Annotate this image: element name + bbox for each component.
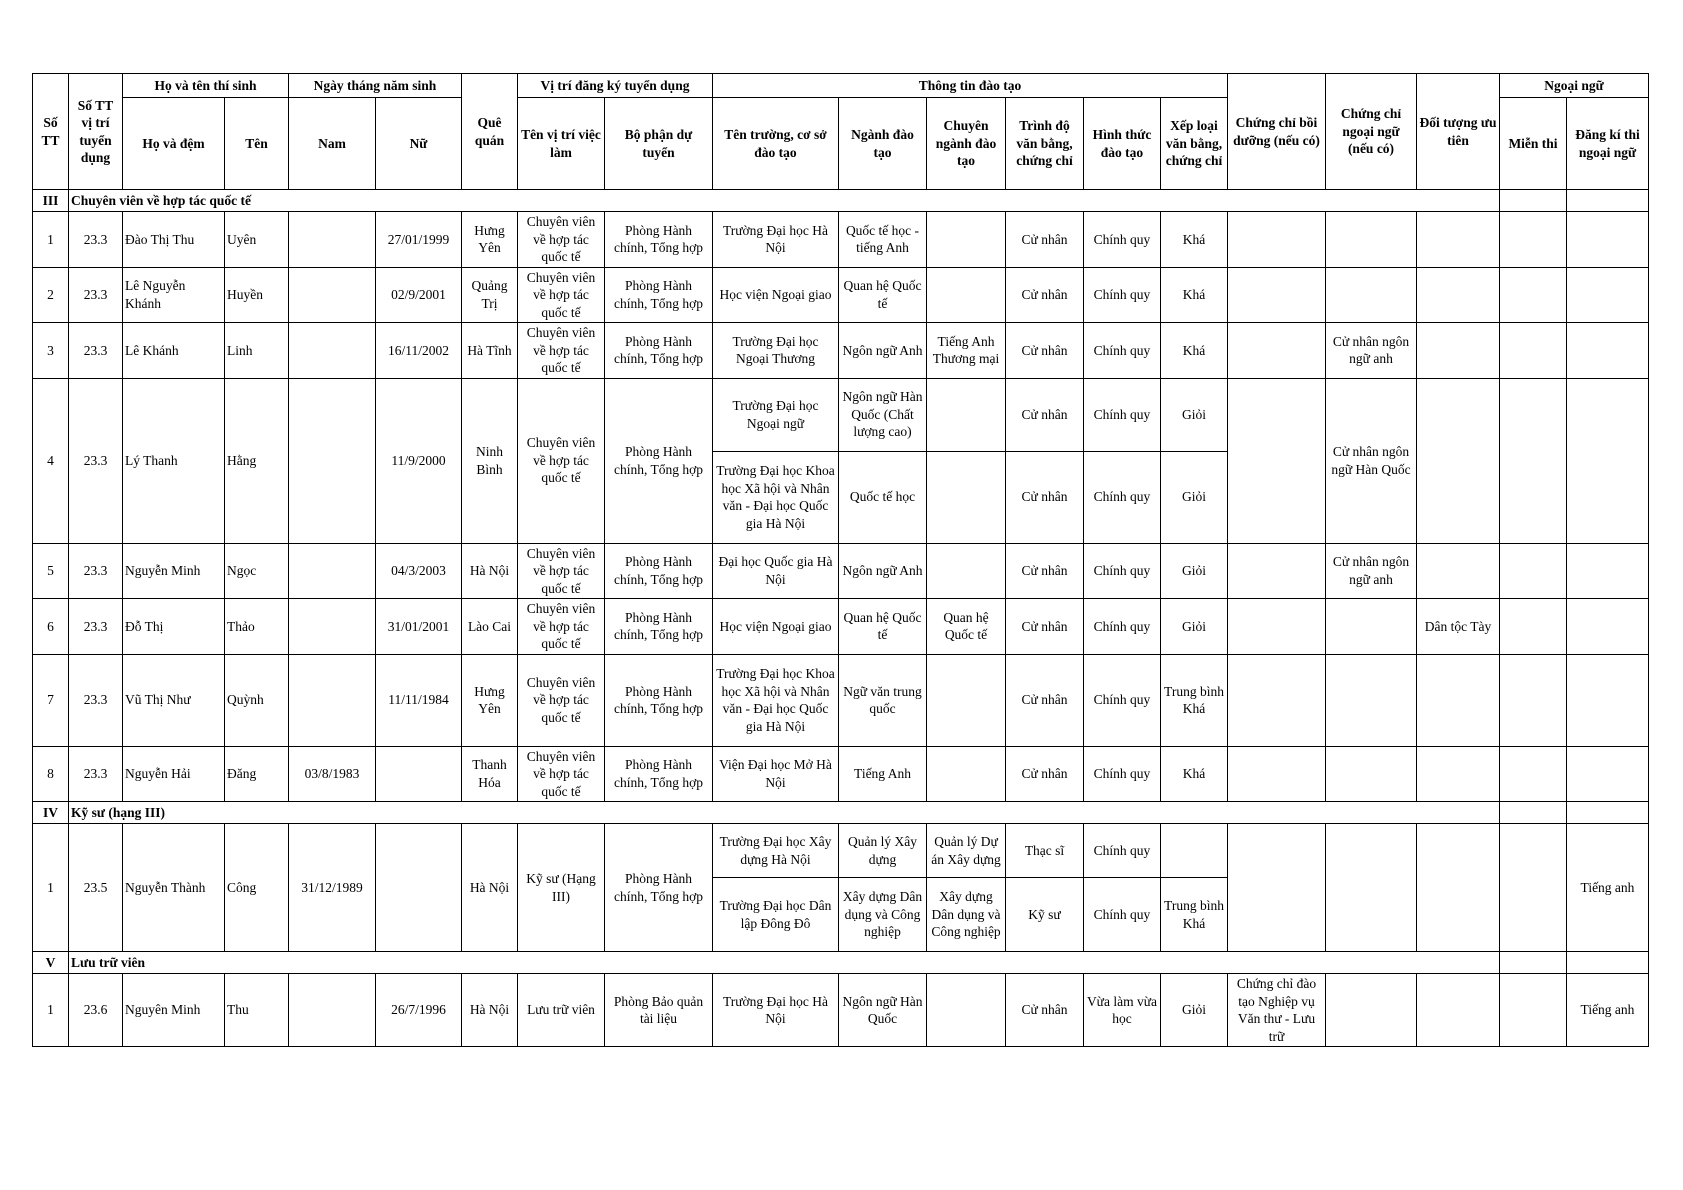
cell-que-quan: Thanh Hóa bbox=[462, 746, 518, 802]
cell-chuyen-nganh bbox=[927, 654, 1006, 746]
cell-ten: Uyên bbox=[225, 212, 289, 268]
cell-chuyen-nganh bbox=[927, 543, 1006, 599]
cell-truong: Đại học Quốc gia Hà Nội bbox=[713, 543, 839, 599]
section-title: Kỹ sư (hạng III) bbox=[69, 802, 1500, 824]
cell-bo-phan: Phòng Hành chính, Tổng hợp bbox=[605, 378, 713, 543]
table-row bbox=[33, 212, 1649, 268]
cell-dang-ki bbox=[1567, 599, 1649, 655]
cell-truong: Trường Đại học Ngoại Thương bbox=[713, 323, 839, 379]
cell-stt: 2 bbox=[33, 267, 69, 323]
cell-cc-boi-duong bbox=[1228, 212, 1326, 268]
cell-cc-boi-duong bbox=[1228, 543, 1326, 599]
cell-vi-tri: Kỹ sư (Hạng III) bbox=[518, 824, 605, 952]
cell-nam bbox=[289, 323, 376, 379]
header-dao-tao-group: Thông tin đào tạo bbox=[713, 74, 1228, 98]
cell-ho-dem: Vũ Thị Như bbox=[123, 654, 225, 746]
cell-ho-dem: Đào Thị Thu bbox=[123, 212, 225, 268]
cell-mien-thi bbox=[1500, 599, 1567, 655]
cell-bo-phan: Phòng Hành chính, Tổng hợp bbox=[605, 212, 713, 268]
cell-dang-ki bbox=[1567, 543, 1649, 599]
header-trinh-do: Trình độ văn bằng, chứng chỉ bbox=[1006, 98, 1084, 190]
cell-ho-dem: Nguyễn Hải bbox=[123, 746, 225, 802]
cell-que-quan: Quảng Trị bbox=[462, 267, 518, 323]
cell-vi-tri-code: 23.3 bbox=[69, 267, 123, 323]
cell-dang-ki bbox=[1567, 323, 1649, 379]
cell-bo-phan: Phòng Hành chính, Tổng hợp bbox=[605, 824, 713, 952]
cell-vi-tri-code: 23.3 bbox=[69, 654, 123, 746]
cell-cc-boi-duong bbox=[1228, 267, 1326, 323]
cell-doi-tuong bbox=[1417, 746, 1500, 802]
cell-chuyen-nganh bbox=[927, 746, 1006, 802]
cell-truong: Trường Đại học Hà Nội bbox=[713, 212, 839, 268]
cell-chuyen-nganh: Quản lý Dự án Xây dựng bbox=[927, 824, 1006, 878]
cell-xep-loai: Giỏi bbox=[1161, 599, 1228, 655]
cell-que-quan: Hà Tĩnh bbox=[462, 323, 518, 379]
cell-cc-ngoai-ngu bbox=[1326, 746, 1417, 802]
header-doi-tuong: Đối tượng ưu tiên bbox=[1417, 74, 1500, 190]
candidate-table bbox=[32, 73, 1649, 1047]
cell-mien-thi bbox=[1500, 543, 1567, 599]
cell-nam bbox=[289, 654, 376, 746]
cell-chuyen-nganh: Xây dựng Dân dụng và Công nghiệp bbox=[927, 878, 1006, 952]
cell-nu: 11/11/1984 bbox=[376, 654, 462, 746]
table-row bbox=[33, 323, 1649, 379]
cell-cc-boi-duong bbox=[1228, 323, 1326, 379]
cell-nu: 16/11/2002 bbox=[376, 323, 462, 379]
header-ngoai-ngu-group: Ngoại ngữ bbox=[1500, 74, 1649, 98]
cell-stt: 1 bbox=[33, 212, 69, 268]
cell-hinh-thuc: Chính quy bbox=[1084, 212, 1161, 268]
cell-xep-loai: Giỏi bbox=[1161, 974, 1228, 1047]
cell-truong: Viện Đại học Mở Hà Nội bbox=[713, 746, 839, 802]
cell-doi-tuong bbox=[1417, 654, 1500, 746]
cell-xep-loai: Giỏi bbox=[1161, 451, 1228, 543]
cell-vi-tri: Chuyên viên về hợp tác quốc tế bbox=[518, 746, 605, 802]
cell-xep-loai: Giỏi bbox=[1161, 543, 1228, 599]
cell-hinh-thuc: Chính quy bbox=[1084, 599, 1161, 655]
cell-nam bbox=[289, 599, 376, 655]
cell-vi-tri: Chuyên viên về hợp tác quốc tế bbox=[518, 378, 605, 543]
cell-stt: 6 bbox=[33, 599, 69, 655]
cell-nganh: Ngôn ngữ Anh bbox=[839, 323, 927, 379]
cell-vi-tri: Chuyên viên về hợp tác quốc tế bbox=[518, 323, 605, 379]
cell-vi-tri-code: 23.3 bbox=[69, 543, 123, 599]
cell-mien-thi bbox=[1500, 824, 1567, 952]
cell-chuyen-nganh bbox=[927, 451, 1006, 543]
cell-ten: Huyền bbox=[225, 267, 289, 323]
cell-chuyen-nganh: Tiếng Anh Thương mại bbox=[927, 323, 1006, 379]
cell-ten: Quỳnh bbox=[225, 654, 289, 746]
cell-nam: 31/12/1989 bbox=[289, 824, 376, 952]
header-nam: Nam bbox=[289, 98, 376, 190]
cell-cc-ngoai-ngu bbox=[1326, 599, 1417, 655]
header-ngay-sinh-group: Ngày tháng năm sinh bbox=[289, 74, 462, 98]
cell-vi-tri: Chuyên viên về hợp tác quốc tế bbox=[518, 267, 605, 323]
cell-trinh-do: Cử nhân bbox=[1006, 378, 1084, 451]
candidate-list-sheet bbox=[32, 73, 1649, 1047]
cell-bo-phan: Phòng Hành chính, Tổng hợp bbox=[605, 267, 713, 323]
cell-nganh: Ngôn ngữ Anh bbox=[839, 543, 927, 599]
section-row bbox=[33, 952, 1649, 974]
header-ten: Tên bbox=[225, 98, 289, 190]
cell-nam: 03/8/1983 bbox=[289, 746, 376, 802]
cell-nu bbox=[376, 746, 462, 802]
cell-dang-ki: Tiếng anh bbox=[1567, 974, 1649, 1047]
cell-trinh-do: Cử nhân bbox=[1006, 267, 1084, 323]
cell-bo-phan: Phòng Hành chính, Tổng hợp bbox=[605, 599, 713, 655]
cell-doi-tuong bbox=[1417, 824, 1500, 952]
cell-trinh-do: Cử nhân bbox=[1006, 451, 1084, 543]
cell-vi-tri-code: 23.3 bbox=[69, 212, 123, 268]
cell-vi-tri-code: 23.6 bbox=[69, 974, 123, 1047]
cell-nganh: Quan hệ Quốc tế bbox=[839, 599, 927, 655]
cell-chuyen-nganh bbox=[927, 378, 1006, 451]
header-nu: Nữ bbox=[376, 98, 462, 190]
cell-mien-thi bbox=[1500, 974, 1567, 1047]
cell-nu: 11/9/2000 bbox=[376, 378, 462, 543]
cell-bo-phan: Phòng Hành chính, Tổng hợp bbox=[605, 654, 713, 746]
section-number: IV bbox=[33, 802, 69, 824]
cell-nganh: Quốc tế học - tiếng Anh bbox=[839, 212, 927, 268]
cell-mien-thi bbox=[1500, 212, 1567, 268]
cell-bo-phan: Phòng Hành chính, Tổng hợp bbox=[605, 543, 713, 599]
table-row bbox=[33, 654, 1649, 746]
cell-ho-dem: Nguyễn Minh bbox=[123, 543, 225, 599]
cell-hinh-thuc: Chính quy bbox=[1084, 824, 1161, 878]
cell-stt: 4 bbox=[33, 378, 69, 543]
cell-que-quan: Lào Cai bbox=[462, 599, 518, 655]
section-row bbox=[33, 802, 1649, 824]
cell-dang-ki bbox=[1567, 267, 1649, 323]
table-row bbox=[33, 746, 1649, 802]
cell-mien-thi bbox=[1500, 746, 1567, 802]
cell-nganh: Ngôn ngữ Hàn Quốc bbox=[839, 974, 927, 1047]
cell-vi-tri: Chuyên viên về hợp tác quốc tế bbox=[518, 654, 605, 746]
cell-cc-boi-duong bbox=[1228, 599, 1326, 655]
cell-trinh-do: Cử nhân bbox=[1006, 212, 1084, 268]
header-cc-ngoai-ngu: Chứng chỉ ngoại ngữ (nếu có) bbox=[1326, 74, 1417, 190]
cell-trinh-do: Thạc sĩ bbox=[1006, 824, 1084, 878]
cell-trinh-do: Cử nhân bbox=[1006, 974, 1084, 1047]
cell-chuyen-nganh: Quan hệ Quốc tế bbox=[927, 599, 1006, 655]
header-nganh: Ngành đào tạo bbox=[839, 98, 927, 190]
cell-nam bbox=[289, 543, 376, 599]
header-mien-thi: Miễn thi bbox=[1500, 98, 1567, 190]
header-dang-ki: Đăng kí thi ngoại ngữ bbox=[1567, 98, 1649, 190]
cell-stt: 8 bbox=[33, 746, 69, 802]
cell-xep-loai: Trung bình Khá bbox=[1161, 654, 1228, 746]
header-ten-vi-tri: Tên vị trí việc làm bbox=[518, 98, 605, 190]
cell-nu: 26/7/1996 bbox=[376, 974, 462, 1047]
cell-chuyen-nganh bbox=[927, 212, 1006, 268]
cell-bo-phan: Phòng Bảo quản tài liệu bbox=[605, 974, 713, 1047]
cell-ho-dem: Lê Nguyễn Khánh bbox=[123, 267, 225, 323]
table-row bbox=[33, 974, 1649, 1047]
cell-que-quan: Hà Nội bbox=[462, 543, 518, 599]
cell-cc-ngoai-ngu bbox=[1326, 212, 1417, 268]
cell-nganh: Quan hệ Quốc tế bbox=[839, 267, 927, 323]
cell-bo-phan: Phòng Hành chính, Tổng hợp bbox=[605, 746, 713, 802]
cell-que-quan: Hà Nội bbox=[462, 974, 518, 1047]
cell-stt: 1 bbox=[33, 824, 69, 952]
cell-que-quan: Hưng Yên bbox=[462, 212, 518, 268]
header-bo-phan: Bộ phận dự tuyển bbox=[605, 98, 713, 190]
header-vi-tri-group: Vị trí đăng ký tuyển dụng bbox=[518, 74, 713, 98]
cell-nu: 04/3/2003 bbox=[376, 543, 462, 599]
cell-dang-ki bbox=[1567, 746, 1649, 802]
cell-nu bbox=[376, 824, 462, 952]
section-title: Lưu trữ viên bbox=[69, 952, 1500, 974]
cell-ten: Thu bbox=[225, 974, 289, 1047]
cell-truong: Trường Đại học Dân lập Đông Đô bbox=[713, 878, 839, 952]
cell-dang-ki: Tiếng anh bbox=[1567, 824, 1649, 952]
cell-nam bbox=[289, 212, 376, 268]
cell-doi-tuong: Dân tộc Tày bbox=[1417, 599, 1500, 655]
section-title: Chuyên viên về hợp tác quốc tế bbox=[69, 190, 1500, 212]
section-number: V bbox=[33, 952, 69, 974]
cell-trinh-do: Kỹ sư bbox=[1006, 878, 1084, 952]
cell-chuyen-nganh bbox=[927, 267, 1006, 323]
cell-hinh-thuc: Vừa làm vừa học bbox=[1084, 974, 1161, 1047]
cell-cc-ngoai-ngu: Cử nhân ngôn ngữ anh bbox=[1326, 543, 1417, 599]
cell-trinh-do: Cử nhân bbox=[1006, 543, 1084, 599]
header-stt: Số TT bbox=[33, 74, 69, 190]
cell-trinh-do: Cử nhân bbox=[1006, 323, 1084, 379]
cell-cc-boi-duong: Chứng chỉ đào tạo Nghiệp vụ Văn thư - Lưu trữ bbox=[1228, 974, 1326, 1047]
section-number: III bbox=[33, 190, 69, 212]
cell-que-quan: Hà Nội bbox=[462, 824, 518, 952]
header-ho-ten-group: Họ và tên thí sinh bbox=[123, 74, 289, 98]
cell-trinh-do: Cử nhân bbox=[1006, 599, 1084, 655]
cell-doi-tuong bbox=[1417, 212, 1500, 268]
cell-ho-dem: Nguyễn Thành bbox=[123, 824, 225, 952]
cell-stt: 5 bbox=[33, 543, 69, 599]
cell-cc-ngoai-ngu: Cử nhân ngôn ngữ anh bbox=[1326, 323, 1417, 379]
cell-nganh: Ngữ văn trung quốc bbox=[839, 654, 927, 746]
cell-ho-dem: Nguyên Minh bbox=[123, 974, 225, 1047]
header-xep-loai: Xếp loại văn bằng, chứng chỉ bbox=[1161, 98, 1228, 190]
cell-cc-boi-duong bbox=[1228, 654, 1326, 746]
header-row-1 bbox=[33, 74, 1649, 98]
cell-que-quan: Hưng Yên bbox=[462, 654, 518, 746]
cell-stt: 1 bbox=[33, 974, 69, 1047]
cell-truong: Học viện Ngoại giao bbox=[713, 267, 839, 323]
cell-ten: Đăng bbox=[225, 746, 289, 802]
header-que-quan: Quê quán bbox=[462, 74, 518, 190]
header-chuyen-nganh: Chuyên ngành đào tạo bbox=[927, 98, 1006, 190]
cell-ho-dem: Đỗ Thị bbox=[123, 599, 225, 655]
cell-cc-boi-duong bbox=[1228, 378, 1326, 543]
cell-nu: 02/9/2001 bbox=[376, 267, 462, 323]
section-row bbox=[33, 190, 1649, 212]
cell-dang-ki bbox=[1567, 378, 1649, 543]
cell-hinh-thuc: Chính quy bbox=[1084, 451, 1161, 543]
cell-cc-boi-duong bbox=[1228, 746, 1326, 802]
cell-xep-loai: Khá bbox=[1161, 323, 1228, 379]
header-so-tt-vi-tri: Số TT vị trí tuyển dụng bbox=[69, 74, 123, 190]
cell-ten: Thảo bbox=[225, 599, 289, 655]
cell-hinh-thuc: Chính quy bbox=[1084, 746, 1161, 802]
cell-truong: Trường Đại học Khoa học Xã hội và Nhân văn - Đại học Quốc gia Hà Nội bbox=[713, 654, 839, 746]
cell-xep-loai: Trung bình Khá bbox=[1161, 878, 1228, 952]
cell-cc-ngoai-ngu bbox=[1326, 824, 1417, 952]
cell-doi-tuong bbox=[1417, 267, 1500, 323]
cell-doi-tuong bbox=[1417, 323, 1500, 379]
cell-hinh-thuc: Chính quy bbox=[1084, 878, 1161, 952]
cell-truong: Trường Đại học Hà Nội bbox=[713, 974, 839, 1047]
cell-nganh: Quản lý Xây dựng bbox=[839, 824, 927, 878]
cell-xep-loai: Khá bbox=[1161, 746, 1228, 802]
table-row bbox=[33, 543, 1649, 599]
cell-doi-tuong bbox=[1417, 974, 1500, 1047]
cell-xep-loai: Khá bbox=[1161, 267, 1228, 323]
cell-trinh-do: Cử nhân bbox=[1006, 654, 1084, 746]
cell-stt: 3 bbox=[33, 323, 69, 379]
cell-stt: 7 bbox=[33, 654, 69, 746]
cell-nganh: Ngôn ngữ Hàn Quốc (Chất lượng cao) bbox=[839, 378, 927, 451]
cell-mien-thi bbox=[1500, 378, 1567, 543]
cell-cc-ngoai-ngu bbox=[1326, 974, 1417, 1047]
cell-vi-tri-code: 23.3 bbox=[69, 599, 123, 655]
cell-nganh: Quốc tế học bbox=[839, 451, 927, 543]
cell-nam bbox=[289, 378, 376, 543]
cell-cc-ngoai-ngu bbox=[1326, 267, 1417, 323]
cell-dang-ki bbox=[1567, 654, 1649, 746]
cell-xep-loai: Giỏi bbox=[1161, 378, 1228, 451]
cell-vi-tri: Chuyên viên về hợp tác quốc tế bbox=[518, 543, 605, 599]
cell-vi-tri: Lưu trữ viên bbox=[518, 974, 605, 1047]
cell-nu: 27/01/1999 bbox=[376, 212, 462, 268]
cell-xep-loai: Khá bbox=[1161, 212, 1228, 268]
cell-nam bbox=[289, 974, 376, 1047]
header-hinh-thuc: Hình thức đào tạo bbox=[1084, 98, 1161, 190]
cell-truong: Trường Đại học Khoa học Xã hội và Nhân văn - Đại học Quốc gia Hà Nội bbox=[713, 451, 839, 543]
cell-hinh-thuc: Chính quy bbox=[1084, 543, 1161, 599]
cell-dang-ki bbox=[1567, 212, 1649, 268]
cell-xep-loai bbox=[1161, 824, 1228, 878]
cell-truong: Trường Đại học Xây dựng Hà Nội bbox=[713, 824, 839, 878]
cell-cc-ngoai-ngu bbox=[1326, 654, 1417, 746]
header-cc-boi-duong: Chứng chỉ bồi dưỡng (nếu có) bbox=[1228, 74, 1326, 190]
cell-vi-tri-code: 23.3 bbox=[69, 378, 123, 543]
header-ten-truong: Tên trường, cơ sở đào tạo bbox=[713, 98, 839, 190]
cell-truong: Trường Đại học Ngoại ngữ bbox=[713, 378, 839, 451]
cell-bo-phan: Phòng Hành chính, Tổng hợp bbox=[605, 323, 713, 379]
table-row bbox=[33, 824, 1649, 878]
cell-vi-tri: Chuyên viên về hợp tác quốc tế bbox=[518, 599, 605, 655]
cell-vi-tri-code: 23.3 bbox=[69, 323, 123, 379]
cell-nam bbox=[289, 267, 376, 323]
cell-mien-thi bbox=[1500, 323, 1567, 379]
cell-doi-tuong bbox=[1417, 543, 1500, 599]
cell-vi-tri: Chuyên viên về hợp tác quốc tế bbox=[518, 212, 605, 268]
cell-hinh-thuc: Chính quy bbox=[1084, 323, 1161, 379]
cell-chuyen-nganh bbox=[927, 974, 1006, 1047]
table-row bbox=[33, 378, 1649, 451]
cell-vi-tri-code: 23.5 bbox=[69, 824, 123, 952]
cell-ho-dem: Lê Khánh bbox=[123, 323, 225, 379]
cell-hinh-thuc: Chính quy bbox=[1084, 654, 1161, 746]
header-ho-dem: Họ và đệm bbox=[123, 98, 225, 190]
cell-hinh-thuc: Chính quy bbox=[1084, 267, 1161, 323]
table-row bbox=[33, 267, 1649, 323]
cell-hinh-thuc: Chính quy bbox=[1084, 378, 1161, 451]
cell-nganh: Tiếng Anh bbox=[839, 746, 927, 802]
cell-ten: Hằng bbox=[225, 378, 289, 543]
cell-que-quan: Ninh Bình bbox=[462, 378, 518, 543]
cell-doi-tuong bbox=[1417, 378, 1500, 543]
cell-ten: Linh bbox=[225, 323, 289, 379]
cell-nganh: Xây dựng Dân dụng và Công nghiệp bbox=[839, 878, 927, 952]
cell-cc-boi-duong bbox=[1228, 824, 1326, 952]
cell-nu: 31/01/2001 bbox=[376, 599, 462, 655]
cell-mien-thi bbox=[1500, 267, 1567, 323]
cell-ten: Ngọc bbox=[225, 543, 289, 599]
cell-vi-tri-code: 23.3 bbox=[69, 746, 123, 802]
cell-trinh-do: Cử nhân bbox=[1006, 746, 1084, 802]
cell-ten: Công bbox=[225, 824, 289, 952]
cell-cc-ngoai-ngu: Cử nhân ngôn ngữ Hàn Quốc bbox=[1326, 378, 1417, 543]
cell-mien-thi bbox=[1500, 654, 1567, 746]
cell-truong: Học viện Ngoại giao bbox=[713, 599, 839, 655]
table-row bbox=[33, 599, 1649, 655]
cell-ho-dem: Lý Thanh bbox=[123, 378, 225, 543]
